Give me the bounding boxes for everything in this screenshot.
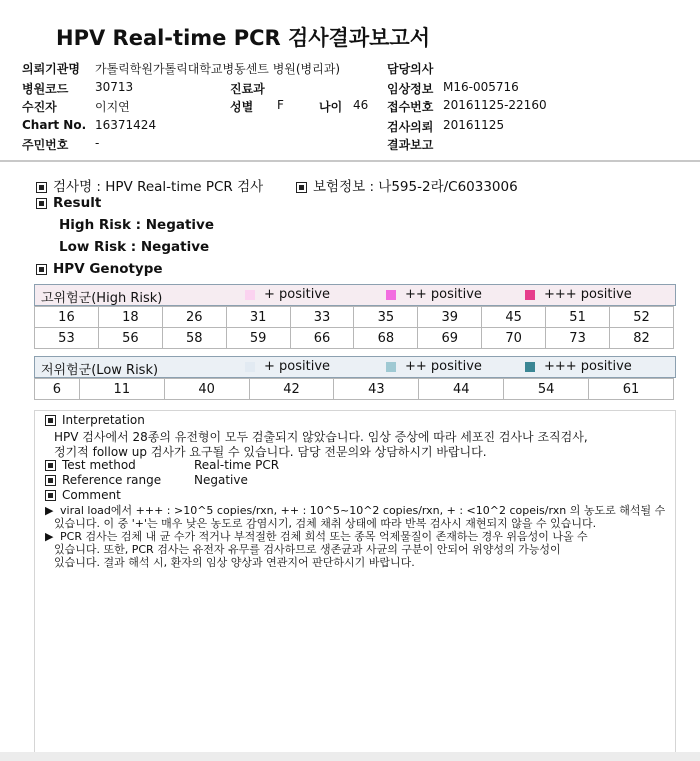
patient-label: 수진자 (22, 100, 57, 114)
genotype-cell: 16 (35, 307, 99, 328)
genotype-cell: 58 (162, 328, 226, 349)
test-name: 검사명 : HPV Real-time PCR 검사 (53, 179, 264, 195)
plus-swatch (245, 362, 255, 372)
hospital-code-value: 30713 (95, 80, 134, 94)
comment-2-line-2: 있습니다. 또한, PCR 검사는 유전자 유무를 검사하므로 생존균과 사균의 구분이 안되어 위양성의 가능성이 (54, 543, 561, 556)
genotype-cell: 54 (504, 379, 589, 400)
high-risk-result: High Risk : Negative (59, 217, 214, 233)
age-value: 46 (353, 98, 369, 112)
legend-plus: + positive (264, 287, 331, 302)
request-label: 검사의뢰 (387, 120, 434, 134)
high-risk-row-1 (35, 307, 674, 328)
receipt-value: 20161125-22160 (443, 98, 547, 112)
reference-label: Reference range (62, 473, 162, 487)
triple-plus-swatch (525, 362, 535, 372)
genotype-cell: 33 (290, 307, 354, 328)
comment-2-line-3: 있습니다. 결과 해석 시, 환자의 임상 양상과 연관지어 판단하시기 바랍니다. (54, 556, 415, 569)
clinical-info-label: 임상정보 (387, 82, 434, 96)
triple-plus-swatch (525, 290, 535, 300)
method-label: Test method (62, 458, 136, 472)
genotype-cell: 31 (226, 307, 290, 328)
genotype-cell: 56 (98, 328, 162, 349)
low-risk-row (35, 379, 674, 400)
bullet-icon (45, 415, 56, 426)
plus-swatch (245, 290, 255, 300)
genotype-cell: 66 (290, 328, 354, 349)
doctor-label: 담당의사 (387, 62, 434, 76)
legend-triple-plus: +++ positive (544, 287, 632, 302)
genotype-cell: 51 (546, 307, 610, 328)
interpretation-heading-row (45, 413, 145, 427)
high-risk-row-2 (35, 328, 674, 349)
high-risk-table (34, 306, 674, 349)
method-row (45, 458, 136, 472)
interpretation-line-2: 정기적 follow up 검사가 요구될 수 있습니다. 담당 전문의와 상담하시기 바랍니다. (54, 445, 487, 459)
footer-band (0, 752, 700, 761)
bullet-icon (36, 182, 47, 193)
genotype-cell: 59 (226, 328, 290, 349)
header-divider (0, 160, 700, 162)
legend-double-plus: ++ positive (405, 287, 482, 302)
low-risk-result: Low Risk : Negative (59, 239, 210, 255)
rrn-label: 주민번호 (22, 138, 69, 152)
department-label: 진료과 (230, 82, 265, 96)
comment-arrow-icon: ▶ (45, 504, 54, 517)
comment-arrow-icon: ▶ (45, 530, 54, 543)
low-risk-legend-bar (34, 356, 676, 378)
genotype-cell: 68 (354, 328, 418, 349)
genotype-cell: 40 (164, 379, 249, 400)
hospital-code-label: 병원코드 (22, 82, 69, 96)
double-plus-swatch (386, 290, 396, 300)
low-risk-label: 저위험군(Low Risk) (41, 363, 159, 378)
insurance-info: 보험정보 : 나595-2라/C6033006 (313, 179, 518, 195)
genotype-cell: 44 (419, 379, 504, 400)
reference-value: Negative (194, 473, 248, 487)
genotype-cell: 39 (418, 307, 482, 328)
receipt-label: 접수번호 (387, 100, 434, 114)
genotype-cell: 26 (162, 307, 226, 328)
result-heading: Result (53, 195, 102, 211)
genotype-cell: 42 (249, 379, 334, 400)
genotype-heading: HPV Genotype (53, 261, 163, 277)
genotype-heading-row (36, 261, 163, 277)
age-label: 나이 (319, 100, 343, 114)
bullet-icon (36, 264, 47, 275)
bullet-icon (36, 198, 47, 209)
report-title: HPV Real-time PCR 검사결과보고서 (56, 26, 430, 50)
genotype-cell: 82 (610, 328, 674, 349)
genotype-cell: 69 (418, 328, 482, 349)
genotype-cell: 52 (610, 307, 674, 328)
method-value: Real-time PCR (194, 458, 280, 472)
genotype-cell: 53 (35, 328, 99, 349)
comment-heading-row (45, 488, 121, 502)
genotype-cell: 61 (589, 379, 674, 400)
rrn-value: - (95, 136, 100, 150)
institution-value: 가톨릭학원가톨릭대학교병동센트 병원(병리과) (95, 62, 341, 76)
legend-triple-plus: +++ positive (544, 359, 632, 374)
bullet-icon (45, 460, 56, 471)
genotype-cell: 6 (35, 379, 80, 400)
genotype-cell: 73 (546, 328, 610, 349)
chart-value: 16371424 (95, 118, 157, 132)
clinical-info-value: M16-005716 (443, 80, 519, 94)
institution-label: 의뢰기관명 (22, 62, 80, 76)
sex-value: F (277, 98, 284, 112)
interpretation-heading: Interpretation (62, 413, 145, 427)
genotype-cell: 11 (79, 379, 164, 400)
genotype-cell: 43 (334, 379, 419, 400)
reference-row (45, 473, 161, 487)
comment-2-line-1: PCR 검사는 검체 내 균 수가 적거나 부적절한 검체 희석 또는 종목 억제물질이 존재하는 경우 위음성이 나올 수 (60, 530, 588, 543)
bullet-icon (45, 490, 56, 501)
high-risk-label: 고위험군(High Risk) (41, 291, 163, 306)
request-value: 20161125 (443, 118, 505, 132)
interpretation-line-1: HPV 검사에서 28종의 유전형이 모두 검출되지 않았습니다. 임상 증상에 따라 세포진 검사나 조직검사, (54, 430, 588, 444)
chart-label: Chart No. (22, 118, 87, 132)
low-risk-table (34, 378, 674, 400)
comment-heading: Comment (62, 488, 121, 502)
genotype-cell: 70 (482, 328, 546, 349)
result-heading-row (36, 195, 101, 211)
genotype-cell: 35 (354, 307, 418, 328)
high-risk-legend-bar (34, 284, 676, 306)
sex-label: 성별 (230, 100, 254, 114)
genotype-cell: 18 (98, 307, 162, 328)
comment-1-line-1: viral load에서 +++ : >10^5 copies/rxn, ++ : 10^5~10^2 copies/rxn, + : <10^2 copeis/rxn 의 농도로 해석될 수 (60, 504, 666, 517)
genotype-cell: 45 (482, 307, 546, 328)
comment-1-line-2: 있습니다. 이 중 '+'는 매우 낮은 농도로 감염시기, 검체 채취 상태에 따라 반복 검사시 재현되지 않을 수 있습니다. (54, 517, 597, 530)
test-name-row (36, 175, 263, 195)
insurance-row (296, 175, 518, 195)
report-date-label: 결과보고 (387, 138, 434, 152)
patient-value: 이지연 (95, 100, 130, 114)
legend-double-plus: ++ positive (405, 359, 482, 374)
bullet-icon (296, 182, 307, 193)
double-plus-swatch (386, 362, 396, 372)
legend-plus: + positive (264, 359, 331, 374)
bullet-icon (45, 475, 56, 486)
